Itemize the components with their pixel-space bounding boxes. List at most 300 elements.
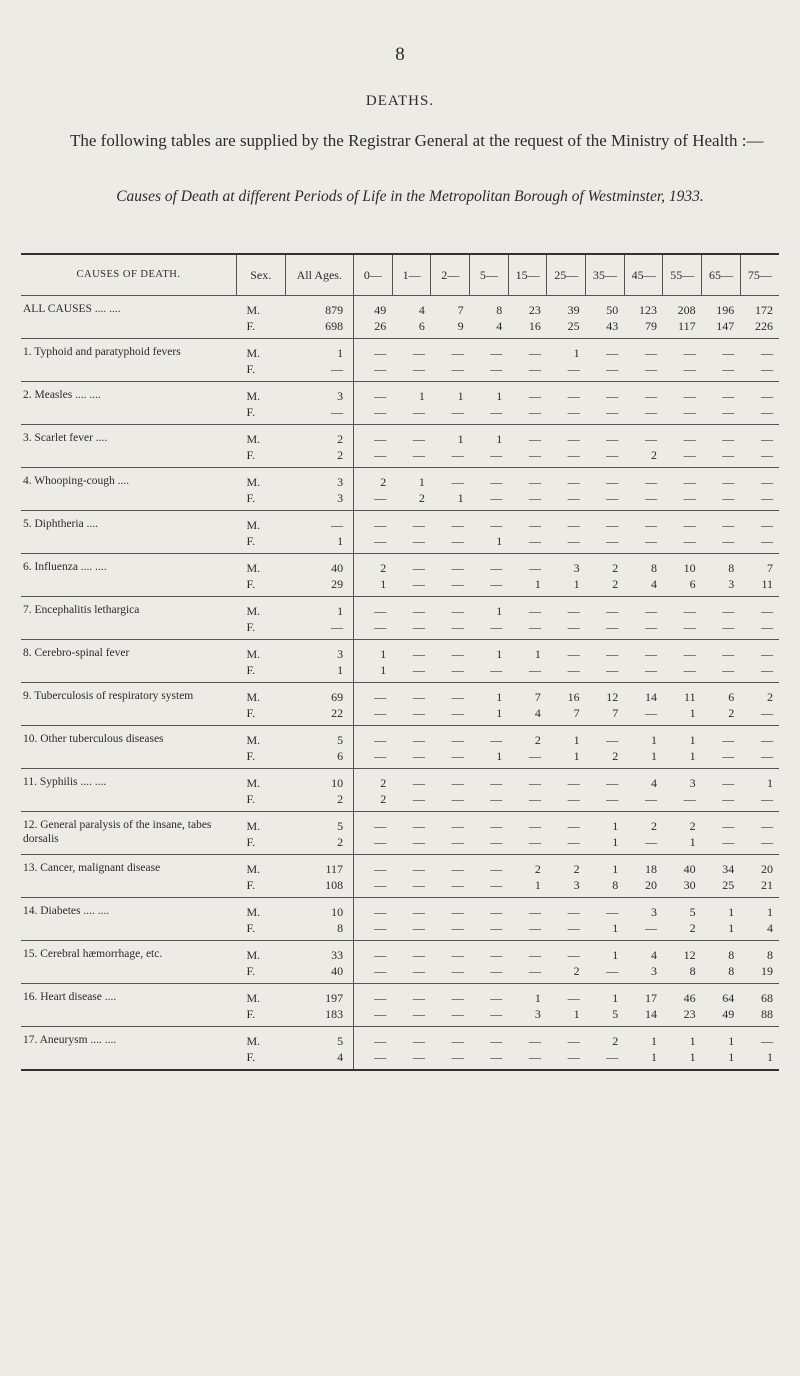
sex-cell: M. — [246, 990, 261, 1005]
age-group-cell: 196 — [716, 302, 735, 317]
age-group-cell: — — [683, 662, 696, 677]
age-group-cell: 3 — [650, 904, 657, 919]
age-group-cell: — — [412, 662, 425, 677]
age-group-cell: — — [374, 361, 387, 376]
age-group-cell: 4 — [650, 947, 657, 962]
age-group-cell: — — [722, 474, 735, 489]
age-group-cell: — — [567, 388, 580, 403]
age-group-cell: — — [644, 388, 657, 403]
age-group-cell: 7 — [457, 302, 464, 317]
age-group-cell: — — [683, 646, 696, 661]
column-header: 0— — [354, 254, 393, 296]
age-group-cell: 39 — [567, 302, 580, 317]
age-group-cell: — — [412, 361, 425, 376]
age-group-cell: 1 — [767, 904, 773, 919]
age-group-cell: — — [412, 619, 425, 634]
age-group-cell: 8 — [728, 947, 735, 962]
age-group-cell: 3 — [728, 576, 735, 591]
age-group-cell: 1 — [728, 904, 735, 919]
age-group-cell: 7 — [612, 705, 619, 720]
all-ages-cell: 3 — [285, 382, 354, 405]
age-group-cell: — — [451, 619, 464, 634]
cause-group — [21, 511, 779, 554]
all-ages-cell: 117 — [285, 855, 354, 878]
age-group-cell: 49 — [374, 302, 387, 317]
age-group-cell: — — [567, 1033, 580, 1048]
age-group-cell: 88 — [761, 1006, 773, 1021]
age-group-cell: — — [761, 834, 773, 849]
age-group-cell: 50 — [606, 302, 619, 317]
age-group-cell: — — [412, 560, 425, 575]
age-group-cell: — — [528, 818, 541, 833]
age-group-cell: 1 — [380, 662, 387, 677]
age-group-cell: 2 — [534, 732, 541, 747]
all-ages-cell: 8 — [285, 920, 354, 941]
age-group-cell: — — [490, 1049, 503, 1064]
sex-cell: M. — [246, 689, 261, 704]
age-group-cell: 1 — [380, 576, 387, 591]
age-group-cell: — — [451, 560, 464, 575]
cause-label: 1. Typhoid and paratyphoid fevers — [23, 346, 181, 358]
age-group-cell: — — [606, 345, 619, 360]
age-group-cell: 2 — [728, 705, 735, 720]
age-group-cell: — — [451, 834, 464, 849]
sex-cell: M. — [246, 302, 261, 317]
age-group-cell: — — [412, 404, 425, 419]
age-group-cell: — — [528, 834, 541, 849]
age-group-cell: 2 — [650, 447, 657, 462]
age-group-cell: — — [490, 791, 503, 806]
age-group-cell: — — [567, 361, 580, 376]
age-group-cell: 1 — [767, 1049, 773, 1064]
age-group-cell: — — [412, 920, 425, 935]
age-group-cell: — — [683, 791, 696, 806]
age-group-cell: 1 — [496, 646, 503, 661]
age-group-cell: — — [451, 533, 464, 548]
section-heading: DEATHS. — [365, 93, 435, 109]
age-group-cell: — — [374, 404, 387, 419]
cause-group — [21, 640, 779, 683]
sex-cell: F. — [246, 533, 256, 548]
age-group-cell: 2 — [612, 560, 619, 575]
age-group-cell: — — [528, 517, 541, 532]
cause-group — [21, 339, 779, 382]
age-group-cell: — — [644, 791, 657, 806]
age-group-cell: — — [683, 431, 696, 446]
age-group-cell: — — [490, 834, 503, 849]
age-group-cell: — — [567, 619, 580, 634]
age-group-cell: — — [528, 345, 541, 360]
age-group-cell: — — [374, 533, 387, 548]
age-group-cell: 23 — [683, 1006, 696, 1021]
age-group-cell: 2 — [689, 818, 696, 833]
all-ages-cell: 4 — [285, 1049, 354, 1070]
age-group-cell: — — [722, 603, 735, 618]
age-group-cell: 1 — [612, 818, 619, 833]
cause-label: 6. Influenza .... .... — [23, 561, 107, 573]
age-group-cell: — — [722, 533, 735, 548]
age-group-cell: 1 — [650, 1049, 657, 1064]
sex-cell: F. — [246, 748, 256, 763]
age-group-cell: 3 — [689, 775, 696, 790]
age-group-cell: 4 — [650, 775, 657, 790]
age-group-cell: 1 — [496, 388, 503, 403]
age-group-cell: — — [490, 963, 503, 978]
age-group-cell: — — [490, 447, 503, 462]
age-group-cell: 6 — [728, 689, 735, 704]
age-group-cell: — — [412, 861, 425, 876]
age-group-cell: 7 — [534, 689, 541, 704]
age-group-cell: — — [644, 705, 657, 720]
sex-cell: F. — [246, 619, 256, 634]
age-group-cell: — — [374, 1033, 387, 1048]
age-group-cell: — — [412, 431, 425, 446]
column-header: 5— — [470, 254, 509, 296]
age-group-cell: — — [567, 775, 580, 790]
age-group-cell: — — [412, 1049, 425, 1064]
age-group-cell: — — [490, 345, 503, 360]
age-group-cell: — — [722, 834, 735, 849]
age-group-cell: — — [490, 877, 503, 892]
all-ages-cell: 1 — [285, 597, 354, 620]
age-group-cell: — — [451, 662, 464, 677]
age-group-cell: — — [567, 431, 580, 446]
column-header: 15— — [508, 254, 547, 296]
age-group-cell: — — [606, 963, 619, 978]
age-group-cell: 2 — [380, 560, 387, 575]
age-group-cell: — — [528, 791, 541, 806]
age-group-cell: — — [451, 748, 464, 763]
all-ages-cell: 1 — [285, 662, 354, 683]
age-group-cell: 2 — [380, 791, 387, 806]
age-group-cell: — — [490, 732, 503, 747]
age-group-cell: — — [761, 533, 773, 548]
table-row — [21, 1027, 779, 1050]
age-group-cell: — — [451, 877, 464, 892]
age-group-cell: 208 — [677, 302, 696, 317]
age-group-cell: — — [567, 533, 580, 548]
age-group-cell: — — [722, 447, 735, 462]
column-header: 55— — [663, 254, 702, 296]
age-group-cell: 1 — [496, 533, 503, 548]
age-group-cell: — — [722, 818, 735, 833]
age-group-cell: — — [490, 1006, 503, 1021]
age-group-cell: — — [606, 732, 619, 747]
age-group-cell: — — [374, 517, 387, 532]
age-group-cell: — — [567, 947, 580, 962]
age-group-cell: — — [412, 877, 425, 892]
age-group-cell: — — [528, 431, 541, 446]
age-group-cell: — — [451, 775, 464, 790]
column-header: Sex. — [236, 254, 285, 296]
age-group-cell: — — [374, 818, 387, 833]
age-group-cell: — — [683, 404, 696, 419]
age-group-cell: — — [606, 447, 619, 462]
age-group-cell: — — [606, 490, 619, 505]
age-group-cell: 25 — [567, 318, 580, 333]
age-group-cell: 1 — [573, 1006, 580, 1021]
age-group-cell: 7 — [573, 705, 580, 720]
age-group-cell: 1 — [496, 748, 503, 763]
age-group-cell: — — [490, 904, 503, 919]
table-row — [21, 511, 779, 534]
age-group-cell: — — [567, 920, 580, 935]
table-row — [21, 941, 779, 964]
age-group-cell: — — [644, 533, 657, 548]
sex-cell: M. — [246, 560, 261, 575]
age-group-cell: 8 — [767, 947, 773, 962]
age-group-cell: — — [722, 431, 735, 446]
age-group-cell: — — [722, 345, 735, 360]
age-group-cell: — — [761, 517, 773, 532]
column-header: 75— — [740, 254, 779, 296]
age-group-cell: — — [374, 388, 387, 403]
age-group-cell: — — [761, 361, 773, 376]
age-group-cell: — — [606, 361, 619, 376]
age-group-cell: — — [606, 1049, 619, 1064]
column-header: 65— — [702, 254, 741, 296]
age-group-cell: 1 — [573, 732, 580, 747]
table-row — [21, 984, 779, 1007]
age-group-cell: — — [374, 1006, 387, 1021]
age-group-cell: 1 — [728, 1049, 735, 1064]
cause-group — [21, 597, 779, 640]
age-group-cell: — — [644, 920, 657, 935]
cause-label: 17. Aneurysm .... .... — [23, 1034, 117, 1046]
age-group-cell: — — [374, 689, 387, 704]
sex-cell: F. — [246, 920, 256, 935]
age-group-cell: 2 — [418, 490, 425, 505]
age-group-cell: 1 — [612, 861, 619, 876]
all-ages-cell: 6 — [285, 748, 354, 769]
sex-cell: M. — [246, 861, 261, 876]
all-ages-cell: 197 — [285, 984, 354, 1007]
age-group-cell: 1 — [689, 732, 696, 747]
age-group-cell: — — [374, 990, 387, 1005]
age-group-cell: — — [567, 990, 580, 1005]
sex-cell: F. — [246, 404, 256, 419]
age-group-cell: — — [567, 791, 580, 806]
table-row — [21, 683, 779, 706]
cause-label: 8. Cerebro-spinal fever — [23, 647, 130, 659]
age-group-cell: — — [644, 431, 657, 446]
age-group-cell: — — [451, 1033, 464, 1048]
age-group-cell: — — [451, 646, 464, 661]
cause-group — [21, 769, 779, 812]
age-group-cell: — — [412, 345, 425, 360]
age-group-cell: — — [451, 1049, 464, 1064]
age-group-cell: — — [644, 517, 657, 532]
age-group-cell: 1 — [496, 431, 503, 446]
all-ages-cell: 10 — [285, 898, 354, 921]
age-group-cell: — — [374, 619, 387, 634]
sex-cell: F. — [246, 834, 256, 849]
sex-cell: F. — [246, 1049, 256, 1064]
column-header: 45— — [624, 254, 663, 296]
age-group-cell: 14 — [644, 689, 657, 704]
age-group-cell: — — [451, 963, 464, 978]
age-group-cell: 117 — [678, 318, 696, 333]
age-group-cell: — — [567, 517, 580, 532]
table-row — [21, 812, 779, 835]
age-group-cell: 8 — [650, 560, 657, 575]
age-group-cell: — — [412, 517, 425, 532]
age-group-cell: — — [451, 404, 464, 419]
age-group-cell: 1 — [496, 603, 503, 618]
all-ages-cell: 3 — [285, 468, 354, 491]
all-ages-cell: — — [285, 361, 354, 382]
table-row — [21, 339, 779, 362]
cause-group — [21, 898, 779, 941]
age-group-cell: — — [412, 791, 425, 806]
age-group-cell: 1 — [573, 748, 580, 763]
age-group-cell: — — [606, 474, 619, 489]
age-group-cell: — — [490, 474, 503, 489]
age-group-cell: 26 — [374, 318, 387, 333]
age-group-cell: 1 — [612, 990, 619, 1005]
age-group-cell: — — [451, 705, 464, 720]
age-group-cell: — — [374, 490, 387, 505]
cause-label: 2. Measles .... .... — [23, 389, 101, 401]
age-group-cell: — — [683, 447, 696, 462]
column-header: 35— — [586, 254, 625, 296]
age-group-cell: — — [567, 818, 580, 833]
age-group-cell: 16 — [567, 689, 580, 704]
age-group-cell: — — [374, 603, 387, 618]
age-group-cell: — — [683, 517, 696, 532]
all-ages-cell: 5 — [285, 812, 354, 835]
all-ages-cell: 1 — [285, 339, 354, 362]
all-ages-cell: 3 — [285, 640, 354, 663]
age-group-cell: — — [528, 603, 541, 618]
age-group-cell: — — [451, 732, 464, 747]
age-group-cell: — — [644, 345, 657, 360]
age-group-cell: — — [374, 345, 387, 360]
age-group-cell: 20 — [644, 877, 657, 892]
cause-label: 15. Cerebral hæmorrhage, etc. — [23, 948, 163, 960]
age-group-cell: — — [683, 361, 696, 376]
age-group-cell: — — [606, 533, 619, 548]
age-group-cell: — — [761, 748, 773, 763]
age-group-cell: — — [567, 834, 580, 849]
cause-group — [21, 812, 779, 855]
age-group-cell: — — [644, 662, 657, 677]
age-group-cell: — — [490, 947, 503, 962]
sex-cell: M. — [246, 775, 261, 790]
sex-cell: M. — [246, 818, 261, 833]
deaths-table — [21, 253, 779, 1071]
sex-cell: M. — [246, 732, 261, 747]
cause-label: 13. Cancer, malignant disease — [23, 862, 161, 874]
age-group-cell: — — [644, 603, 657, 618]
age-group-cell: — — [451, 517, 464, 532]
age-group-cell: — — [606, 431, 619, 446]
cause-group — [21, 683, 779, 726]
age-group-cell: 2 — [689, 920, 696, 935]
age-group-cell: — — [412, 1033, 425, 1048]
all-ages-cell: 2 — [285, 425, 354, 448]
age-group-cell: — — [412, 1006, 425, 1021]
all-ages-cell: — — [285, 619, 354, 640]
cause-label: 14. Diabetes .... .... — [23, 905, 110, 917]
age-group-cell: 79 — [644, 318, 657, 333]
age-group-cell: 19 — [761, 963, 773, 978]
age-group-cell: — — [412, 748, 425, 763]
age-group-cell: — — [490, 576, 503, 591]
age-group-cell: 5 — [689, 904, 696, 919]
age-group-cell: — — [374, 834, 387, 849]
cause-group — [21, 296, 779, 339]
age-group-cell: — — [412, 990, 425, 1005]
age-group-cell: — — [374, 431, 387, 446]
age-group-cell: — — [412, 834, 425, 849]
age-group-cell: 4 — [418, 302, 425, 317]
age-group-cell: — — [567, 904, 580, 919]
age-group-cell: — — [528, 920, 541, 935]
age-group-cell: — — [567, 490, 580, 505]
age-group-cell: — — [374, 748, 387, 763]
age-group-cell: 1 — [650, 1033, 657, 1048]
age-group-cell: — — [722, 646, 735, 661]
column-header: 1— — [392, 254, 431, 296]
cause-label: 5. Diphtheria .... — [23, 518, 99, 530]
age-group-cell: 2 — [534, 861, 541, 876]
age-group-cell: — — [722, 404, 735, 419]
age-group-cell: — — [374, 920, 387, 935]
cause-label: 9. Tuberculosis of respiratory system — [23, 690, 194, 702]
age-group-cell: 25 — [722, 877, 735, 892]
age-group-cell: — — [490, 361, 503, 376]
all-ages-cell: 29 — [285, 576, 354, 597]
cause-label: 4. Whooping-cough .... — [23, 475, 130, 487]
age-group-cell: 6 — [418, 318, 425, 333]
age-group-cell: — — [722, 662, 735, 677]
age-group-cell: — — [528, 662, 541, 677]
age-group-cell: — — [490, 861, 503, 876]
age-group-cell: 9 — [457, 318, 464, 333]
age-group-cell: — — [451, 474, 464, 489]
age-group-cell: — — [606, 404, 619, 419]
age-group-cell: — — [761, 404, 773, 419]
cause-group — [21, 855, 779, 898]
all-ages-cell: 40 — [285, 554, 354, 577]
age-group-cell: 8 — [728, 560, 735, 575]
age-group-cell: — — [451, 947, 464, 962]
age-group-cell: — — [412, 576, 425, 591]
age-group-cell: — — [490, 517, 503, 532]
intro-paragraph: The following tables are supplied by the Registrar General at the request of the Ministry of Health :— — [70, 131, 764, 150]
age-group-cell: 64 — [722, 990, 735, 1005]
age-group-cell: — — [761, 345, 773, 360]
all-ages-cell: 879 — [285, 296, 354, 319]
age-group-cell: — — [374, 1049, 387, 1064]
age-group-cell: — — [374, 705, 387, 720]
age-group-cell: 46 — [683, 990, 696, 1005]
age-group-cell: — — [528, 619, 541, 634]
age-group-cell: 147 — [716, 318, 735, 333]
age-group-cell: — — [644, 404, 657, 419]
age-group-cell: — — [683, 490, 696, 505]
age-group-cell: — — [606, 791, 619, 806]
age-group-cell: — — [567, 646, 580, 661]
sex-cell: M. — [246, 904, 261, 919]
age-group-cell: — — [528, 560, 541, 575]
age-group-cell: 172 — [755, 302, 773, 317]
age-group-cell: 4 — [650, 576, 657, 591]
age-group-cell: 34 — [722, 861, 735, 876]
age-group-cell: 21 — [761, 877, 773, 892]
age-group-cell: — — [451, 576, 464, 591]
